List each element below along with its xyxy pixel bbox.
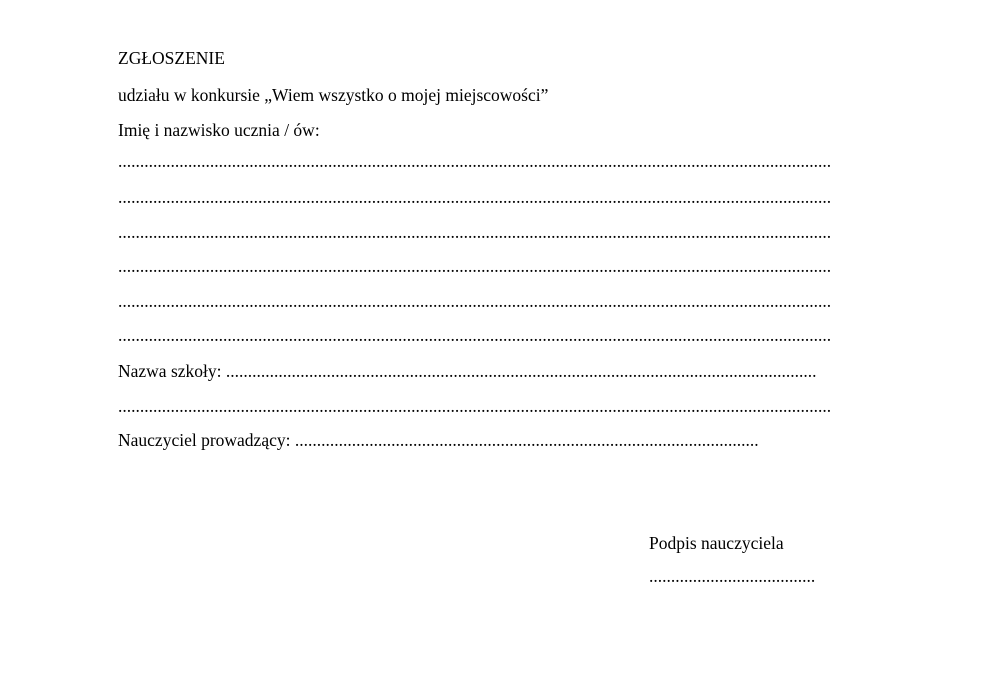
student-line-2: ................................................................................................................................................................... [118,187,832,207]
teacher-line: Nauczyciel prowadzący: .......................................................................................................... [118,430,759,450]
student-line-3: ................................................................................................................................................................... [118,222,832,242]
student-line-1: ................................................................................................................................................................... [118,151,832,171]
form-subtitle: udziału w konkursie „Wiem wszystko o mojej miejscowości” [118,85,549,105]
student-line-5: ................................................................................................................................................................... [118,291,832,311]
students-label: Imię i nazwisko ucznia / ów: [118,120,320,140]
student-line-6: ................................................................................................................................................................... [118,325,832,345]
form-title: ZGŁOSZENIE [118,48,225,68]
signature-label: Podpis nauczyciela [649,533,784,553]
signature-line: ...................................... [649,566,816,586]
school-name-line: Nazwa szkoły: ....................................................................................................................................... [118,361,817,381]
school-extra-line: ................................................................................................................................................................... [118,396,832,416]
student-line-4: ................................................................................................................................................................... [118,256,832,276]
